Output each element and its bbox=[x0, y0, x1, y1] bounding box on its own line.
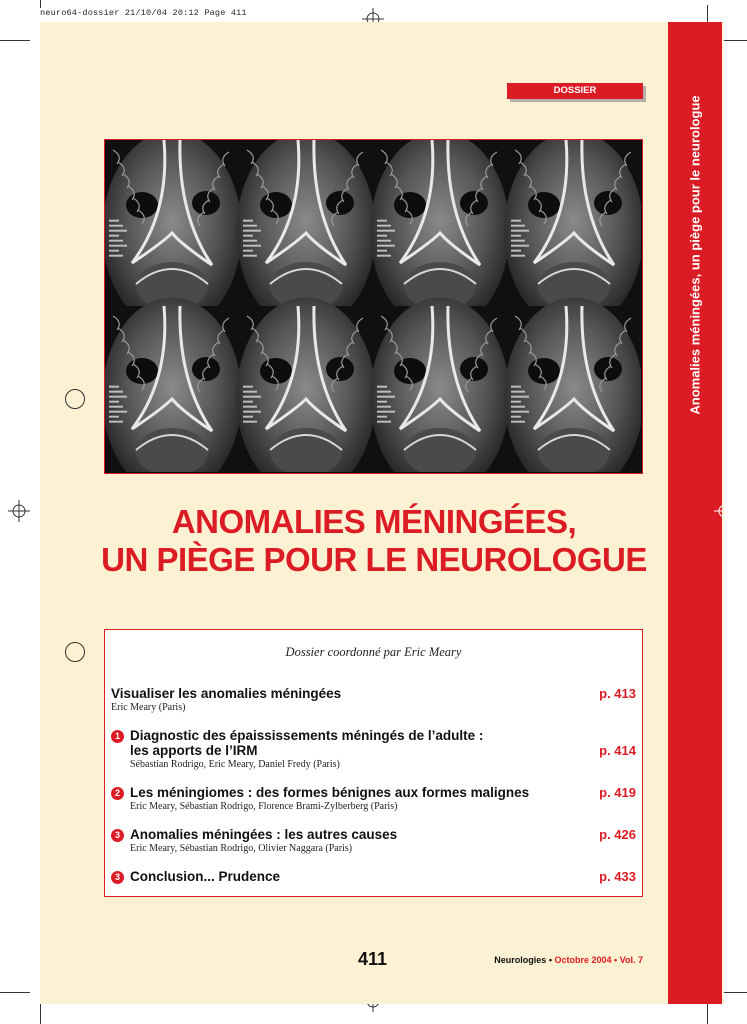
coordinator-credit: Dossier coordonné par Eric Meary bbox=[285, 645, 462, 659]
crop-mark bbox=[0, 992, 30, 993]
toc-item[interactable] bbox=[111, 728, 636, 771]
toc-item-title: Diagnostic des épaississements méningés de l’adulte : bbox=[130, 728, 484, 743]
toc-item[interactable] bbox=[111, 686, 636, 714]
journal-footer bbox=[494, 955, 643, 965]
article-title-line-1: ANOMALIES MÉNINGÉES, bbox=[171, 503, 577, 540]
toc-item-title: Visualiser les anomalies méningées bbox=[111, 686, 342, 701]
toc-item-title: Les méningiomes : des formes bénignes aux formes malignes bbox=[130, 785, 530, 800]
toc-item-title: Conclusion... Prudence bbox=[130, 869, 281, 884]
toc-item-authors: Sébastian Rodrigo, Eric Meary, Daniel Fredy (Paris) bbox=[130, 759, 340, 770]
table-of-contents bbox=[104, 629, 643, 897]
toc-item-page: p. 413 bbox=[599, 686, 636, 701]
chapter-number-badge: 1 bbox=[111, 730, 124, 743]
toc-item-page: p. 419 bbox=[599, 785, 636, 800]
toc-item[interactable] bbox=[111, 827, 636, 855]
binder-hole-icon bbox=[65, 642, 85, 662]
mri-image-grid bbox=[104, 139, 643, 474]
toc-item-authors: Eric Meary, Sébastian Rodrigo, Olivier Naggara (Paris) bbox=[130, 843, 353, 854]
print-slug-line: neuro64-dossier 21/10/04 20:12 Page 411 bbox=[40, 8, 247, 18]
crop-mark bbox=[0, 40, 30, 41]
chapter-number-badge: 3 bbox=[111, 829, 124, 842]
toc-item-authors: Eric Meary, Sébastian Rodrigo, Florence Brami-Zylberberg (Paris) bbox=[130, 801, 398, 812]
journal-separator: • bbox=[546, 955, 555, 965]
toc-item-page: p. 433 bbox=[599, 869, 636, 884]
page-number: 411 bbox=[358, 949, 388, 969]
mri-tile bbox=[105, 297, 242, 472]
mri-scan-mosaic bbox=[105, 140, 641, 472]
article-title-line-2: UN PIÈGE POUR LE NEUROLOGUE bbox=[101, 541, 647, 578]
journal-issue: Octobre 2004 • Vol. 7 bbox=[554, 955, 643, 965]
toc-item-page: p. 426 bbox=[599, 827, 636, 842]
chapter-number-badge: 2 bbox=[111, 787, 124, 800]
crop-mark bbox=[40, 0, 41, 8]
chapter-number-badge: 3 bbox=[111, 871, 124, 884]
binder-hole-icon bbox=[65, 389, 85, 409]
mri-tile bbox=[370, 297, 509, 472]
mri-tile bbox=[504, 297, 641, 472]
toc-item-authors: Eric Meary (Paris) bbox=[111, 702, 186, 713]
registration-mark-icon bbox=[8, 500, 30, 522]
toc-item[interactable] bbox=[111, 785, 636, 813]
section-tag: DOSSIER bbox=[507, 83, 643, 99]
toc-item-page: p. 414 bbox=[599, 743, 636, 758]
sidebar-running-title: Anomalies méningées, un piège pour le neurologue bbox=[687, 95, 703, 415]
registration-mark-icon bbox=[714, 500, 736, 522]
toc-item[interactable] bbox=[111, 869, 636, 884]
journal-name: Neurologies bbox=[494, 955, 547, 965]
mri-tile bbox=[236, 297, 375, 472]
toc-item-title: Anomalies méningées : les autres causes bbox=[130, 827, 398, 842]
toc-item-title: les apports de l’IRM bbox=[130, 743, 258, 758]
